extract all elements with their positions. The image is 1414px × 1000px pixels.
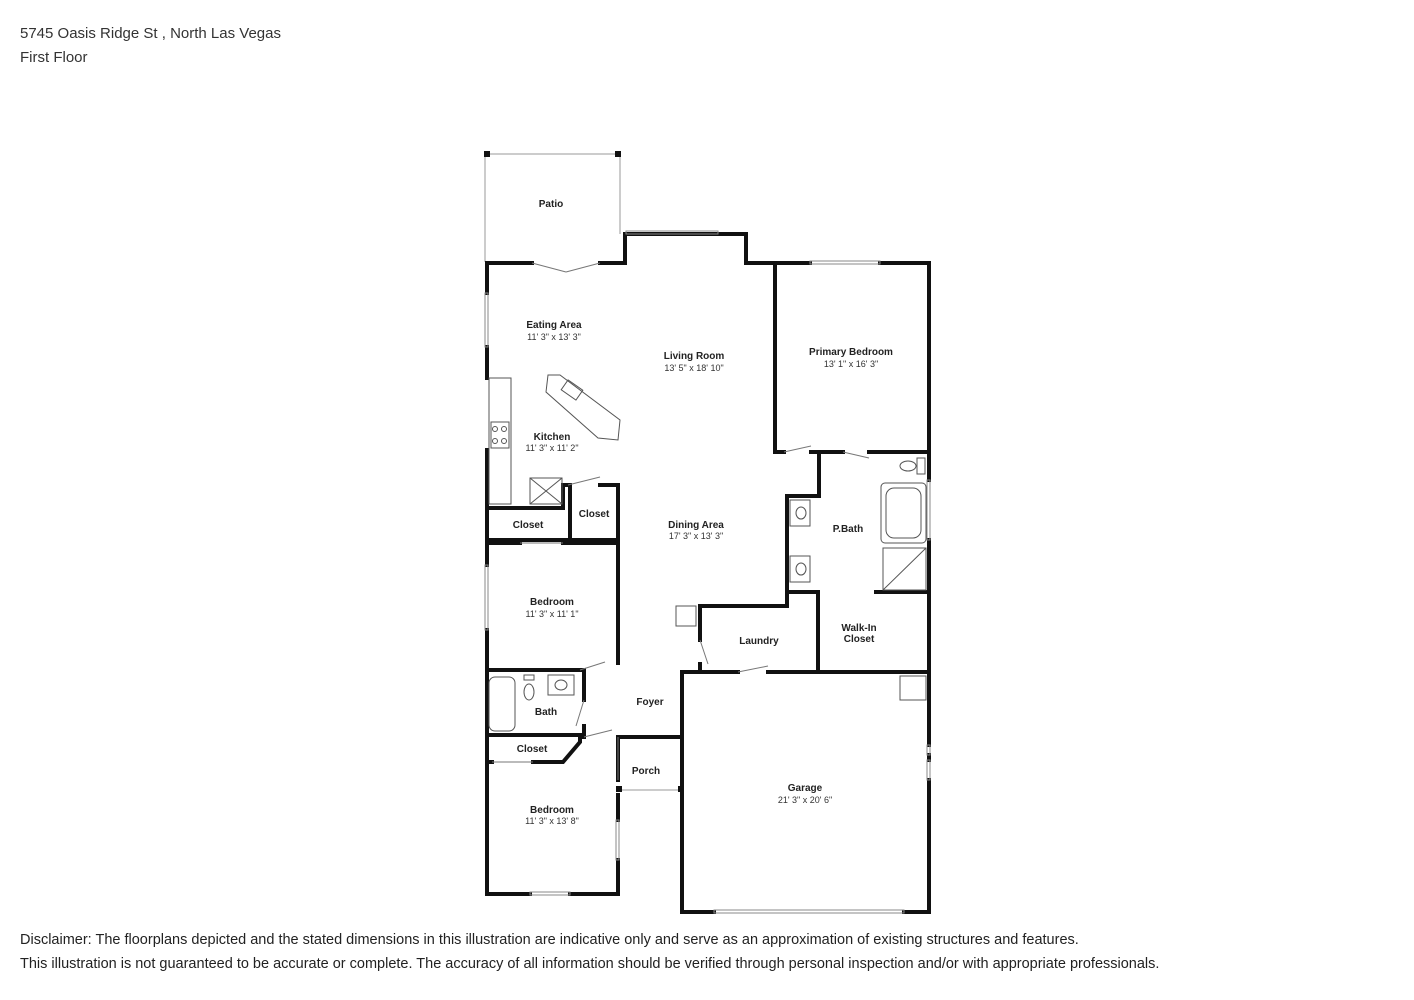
patio-post bbox=[484, 151, 490, 157]
room-bedroom-2-dims: 11' 3" x 13' 8" bbox=[525, 816, 579, 826]
room-closet-c-name: Closet bbox=[516, 744, 548, 755]
room-garage-dims: 21' 3" x 20' 6" bbox=[777, 795, 833, 805]
room-kitchen-dims: 11' 3" x 11' 2" bbox=[525, 443, 579, 453]
room-dining-area-dims: 17' 3" x 13' 3" bbox=[668, 531, 724, 541]
room-pbath-name: P.Bath bbox=[832, 524, 864, 535]
room-living-room-dims: 13' 5" x 18' 10" bbox=[664, 363, 724, 373]
room-bedroom-1-dims: 11' 3" x 11' 1" bbox=[525, 609, 579, 619]
disclaimer-line-2: This illustration is not guaranteed to be accurate or complete. The accuracy of all information should be verified through personal inspection and/or with appropriate professionals. bbox=[20, 956, 1160, 972]
room-eating-area-dims: 11' 3" x 13' 3" bbox=[527, 332, 581, 342]
room-closet-b-name: Closet bbox=[578, 509, 610, 520]
disclaimer-line-1: Disclaimer: The floorplans depicted and the stated dimensions in this illustration are indicative only and serve as an approximation of existing structures and features. bbox=[20, 932, 1079, 948]
room-dining-area-name: Dining Area bbox=[668, 520, 724, 531]
porch-post bbox=[616, 786, 622, 792]
room-walk-in-closet-name-1: Walk-In bbox=[841, 623, 877, 634]
room-living-room-name: Living Room bbox=[663, 351, 725, 362]
room-bedroom-2-name: Bedroom bbox=[530, 805, 574, 816]
room-bedroom-1-name: Bedroom bbox=[530, 597, 574, 608]
room-walk-in-closet-name-2: Closet bbox=[843, 634, 875, 645]
room-porch-name: Porch bbox=[631, 766, 661, 777]
room-foyer-name: Foyer bbox=[636, 697, 664, 708]
patio-post bbox=[615, 151, 621, 157]
room-primary-bedroom-name: Primary Bedroom bbox=[809, 347, 893, 358]
room-laundry-name: Laundry bbox=[739, 636, 779, 647]
room-bath-name: Bath bbox=[534, 707, 558, 718]
room-garage-name: Garage bbox=[787, 783, 823, 794]
porch-post bbox=[678, 786, 684, 792]
room-patio-name: Patio bbox=[538, 199, 564, 210]
property-address: 5745 Oasis Ridge St , North Las Vegas bbox=[20, 25, 281, 42]
room-primary-bedroom-dims: 13' 1" x 16' 3" bbox=[823, 359, 879, 369]
bath-fixtures bbox=[489, 458, 926, 731]
room-kitchen-name: Kitchen bbox=[533, 432, 571, 443]
room-eating-area-name: Eating Area bbox=[526, 320, 582, 331]
floor-label: First Floor bbox=[20, 49, 88, 66]
disclaimer bbox=[20, 928, 1159, 976]
room-closet-a-name: Closet bbox=[512, 520, 544, 531]
